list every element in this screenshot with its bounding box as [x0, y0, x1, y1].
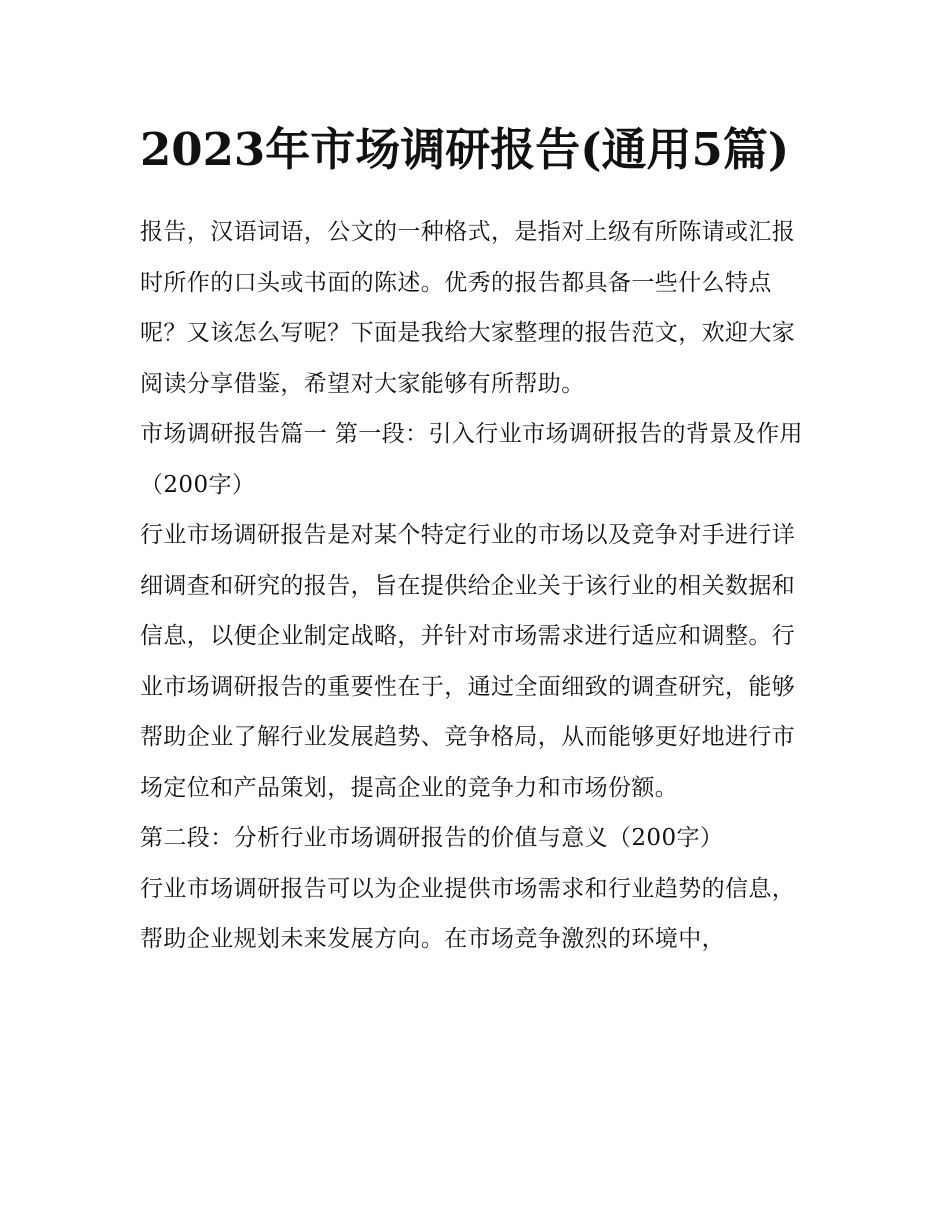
document-page — [140, 115, 818, 965]
section-one-heading: 市场调研报告篇一 第一段：引入行业市场调研报告的背景及作用（200字） — [140, 421, 803, 498]
intro-paragraph: 报告，汉语词语，公文的一种格式，是指对上级有所陈请或汇报时所作的口头或书面的陈述。优秀的报告都具备一些什么特点呢？又该怎么写呢？下面是我给大家整理的报告范文，欢迎大家阅读分享借鉴，希望对大家能够有所帮助。 — [140, 219, 796, 397]
document-title: 2023年市场调研报告(通用5篇) — [140, 123, 790, 176]
section-two-paragraph: 行业市场调研报告可以为企业提供市场需求和行业趋势的信息，帮助企业规划未来发展方向。在市场竞争激烈的环境中， — [140, 875, 796, 952]
section-one-paragraph: 行业市场调研报告是对某个特定行业的市场以及竞争对手进行详细调查和研究的报告，旨在提供给企业关于该行业的相关数据和信息，以便企业制定战略，并针对市场需求进行适应和调整。行业市场调研报告的重要性在于，通过全面细致的调查研究，能够帮助企业了解行业发展趋势、竞争格局，从而能够更好地进行市场定位和产品策划，提高企业的竞争力和市场份额。 — [140, 522, 796, 801]
section-two-heading: 第二段：分析行业市场调研报告的价值与意义（200字） — [140, 825, 724, 851]
